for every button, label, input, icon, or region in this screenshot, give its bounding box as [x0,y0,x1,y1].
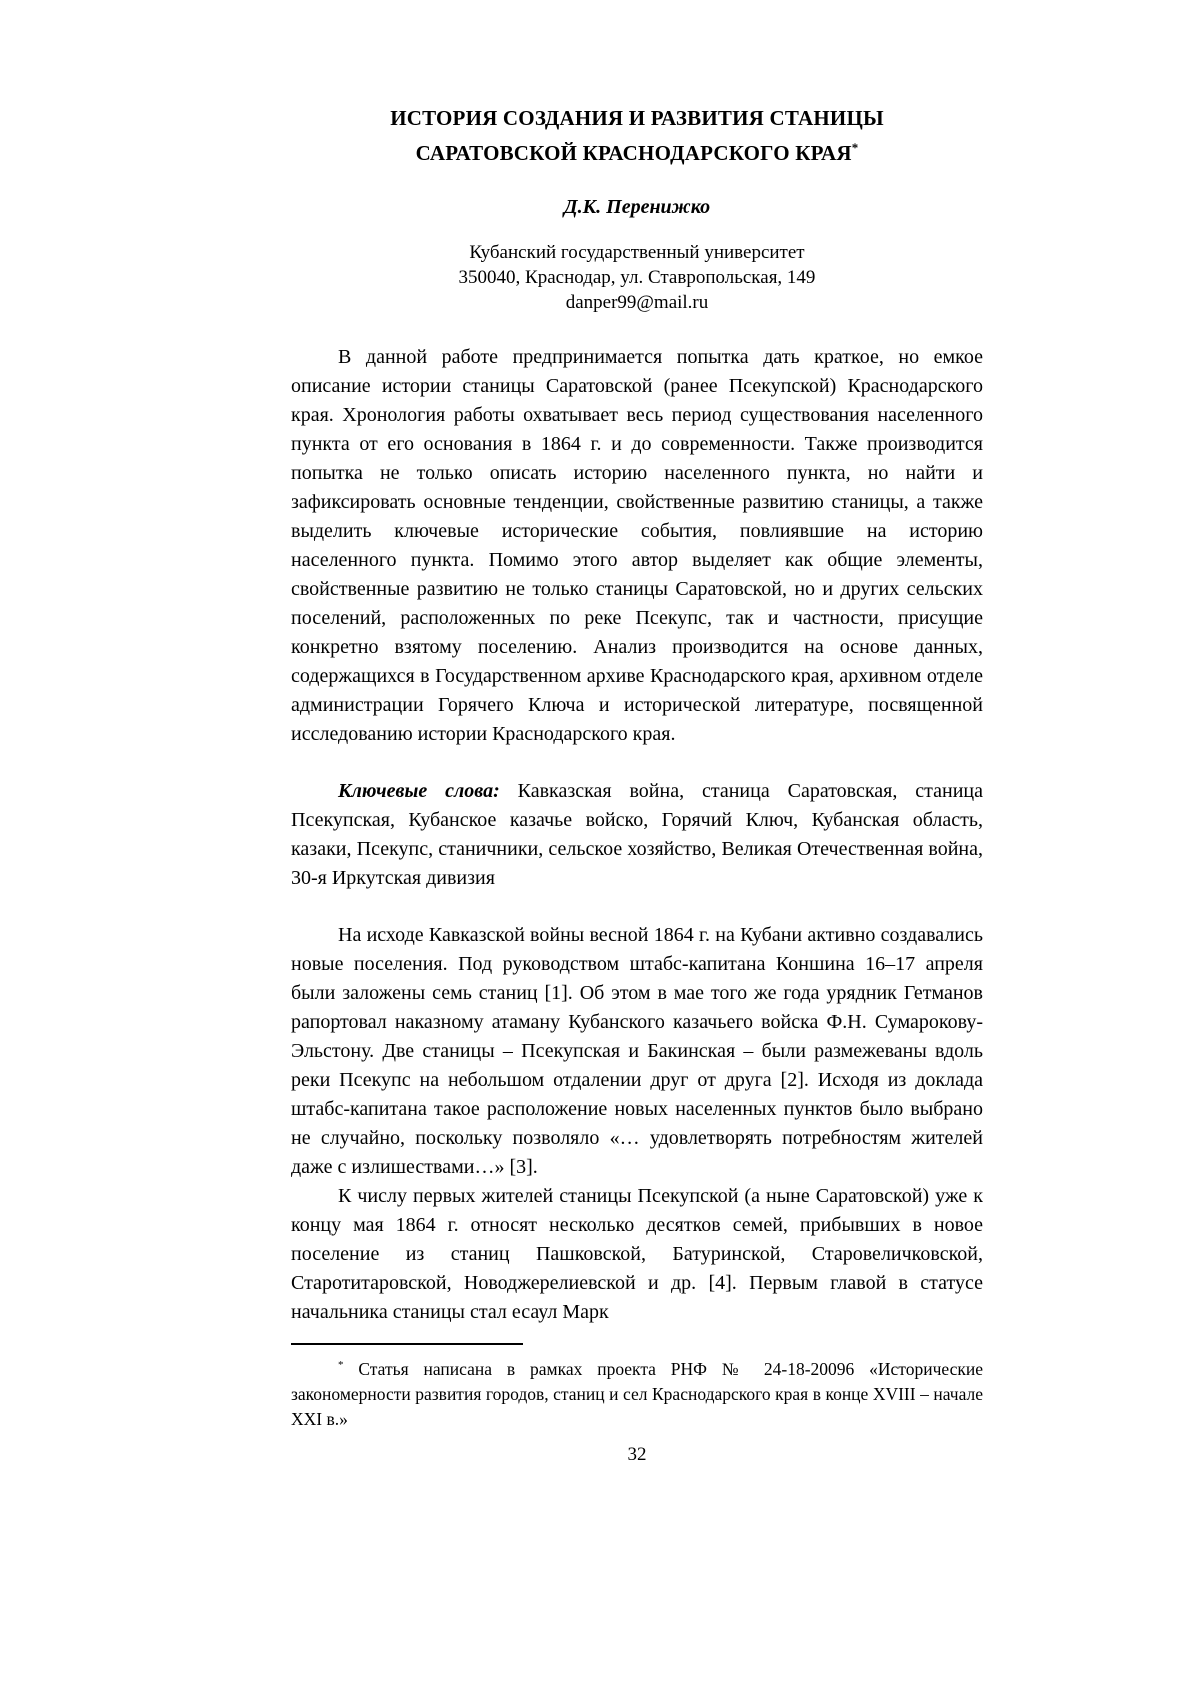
keywords-paragraph [291,777,983,893]
affiliation-block [291,240,983,315]
title-line-1: ИСТОРИЯ СОЗДАНИЯ И РАЗВИТИЯ СТАНИЦЫ [390,106,884,130]
affiliation-university: Кубанский государственный университет [469,242,805,263]
keywords-text: Кавказская война, станица Саратовская, станица Псекупская, Кубанское казачье войско, Горячий Ключ, Кубанская область, казаки, Псекупс, станичники, сельское хозяйство, Великая Отечественная война, 30-я Иркутская дивизия [291,780,983,889]
page-number: 32 [627,1443,647,1465]
title-line-2: САРАТОВСКОЙ КРАСНОДАРСКОГО КРАЯ [415,141,852,165]
keywords-label: Ключевые слова: [338,780,500,802]
author-name: Д.К. Перенижко [563,196,711,218]
footnote [291,1353,983,1432]
affiliation-address: 350040, Краснодар, ул. Ставропольская, 149 [458,267,816,288]
body-paragraph-2: К числу первых жителей станицы Псекупской (а ныне Саратовской) уже к концу мая 1864 г. относят несколько десятков семей, прибывших в новое поселение из станиц Пашковской, Батуринской, Старовеличковской, Старотитаровской, Новоджерелиевской и др. [4]. Первым главой в статусе начальника станицы стал есаул Марк [291,1185,983,1323]
affiliation-email: danper99@mail.ru [565,292,709,313]
footnote-text: Статья написана в рамках проекта РНФ № 24-18-20096 «Исторические закономерности развития городов, станиц и сел Краснодарского края в конце XVIII – начале XXI в.» [291,1358,983,1429]
page-content [291,103,983,1466]
body-paragraph-1: На исходе Кавказской войны весной 1864 г. на Кубани активно создавались новые поселения. Под руководством штабс-капитана Коншина 16–17 апреля были заложены семь станиц [1]. Об этом в мае того же года урядник Гетманов рапортовал наказному атаману Кубанского казачьего войска Ф.Н. Сумарокову-Эльстону. Две станицы – Псекупская и Бакинская – были размежеваны вдоль реки Псекупс на небольшом отдалении друг от друга [2]. Исходя из доклада штабс-капитана такое расположение новых населенных пунктов было выбрано не случайно, поскольку позволяло «… удовлетворять потребностям жителей даже с излишествами…» [3]. [291,924,983,1178]
paper-title [291,103,983,168]
title-footnote-marker: * [851,140,859,155]
footnote-marker: * [338,1359,344,1371]
footnote-separator [291,1343,523,1345]
abstract-paragraph: В данной работе предпринимается попытка дать краткое, но емкое описание истории станицы Саратовской (ранее Псекупской) Краснодарского края. Хронология работы охватывает весь период существования населенного пункта от его основания в 1864 г. и до современности. Также производится попытка не только описать историю населенного пункта, но найти и зафиксировать основные тенденции, свойственные развитию станицы, а также выделить ключевые исторические события, повлиявшие на историю населенного пункта. Помимо этого автор выделяет как общие элементы, свойственные развитию не только станицы Саратовской, но и других сельских поселений, расположенных по реке Псекупс, так и частности, присущие конкретно взятому поселению. Анализ производится на основе данных, содержащихся в Государственном архиве Краснодарского края, архивном отделе администрации Горячего Ключа и исторической литературе, посвященной исследованию истории Краснодарского края. [291,346,983,745]
